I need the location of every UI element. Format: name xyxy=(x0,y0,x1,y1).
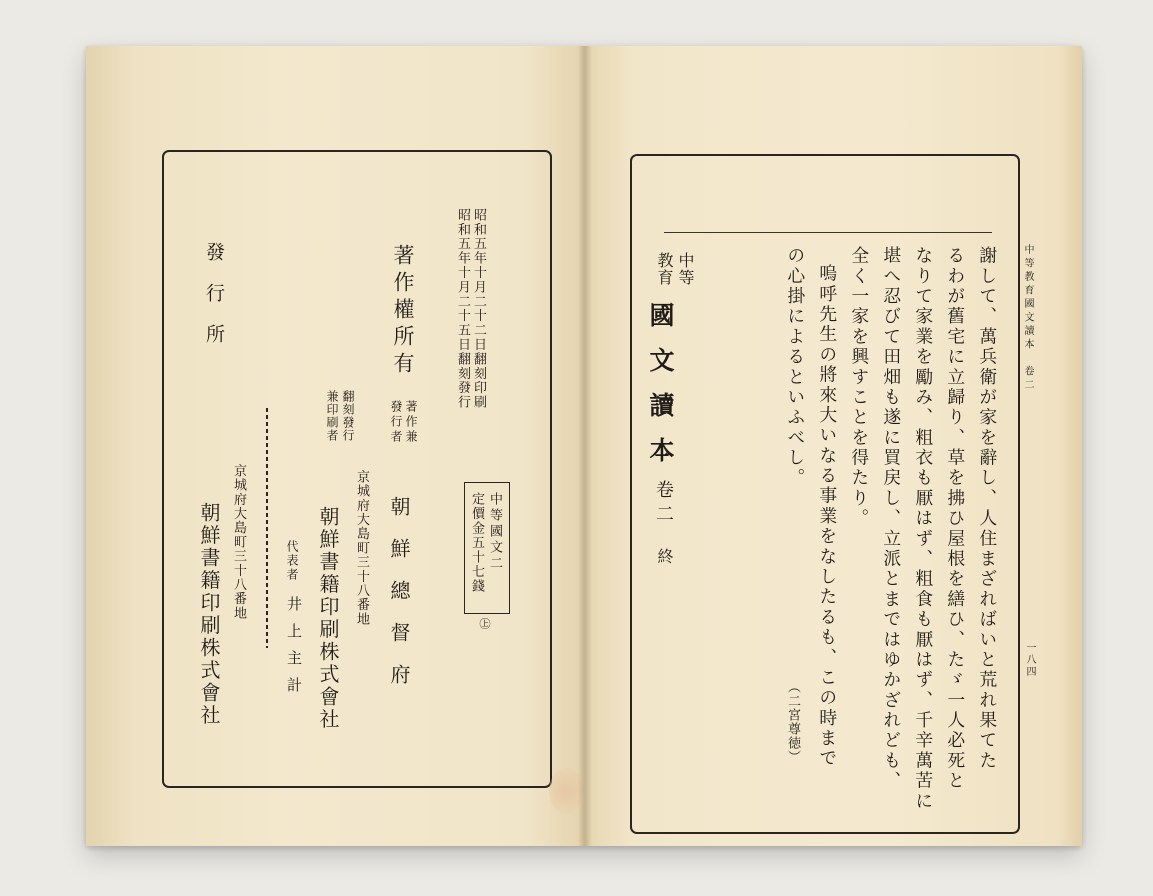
colophon-volume: 卷二 xyxy=(653,480,674,528)
text-line-6: 嗚呼先生の將來大いなる事業をなしたるも、この時まで xyxy=(816,264,838,769)
printer-rep-label: 代表者 xyxy=(285,540,299,582)
author-name: 朝鮮總督府 xyxy=(387,496,411,706)
text-line-1: 謝して、萬兵衛が家を辭し、人住まざればいと荒れ果てた xyxy=(976,246,998,771)
colophon-end: 終 xyxy=(655,548,674,564)
left-page-colophon xyxy=(86,46,584,846)
page-number: 一八四 xyxy=(1024,642,1035,678)
print-date: 昭和五年十月二十二日翻刻印刷 xyxy=(471,208,486,410)
right-page-text xyxy=(584,46,1082,846)
printer-role-2: 兼印刷者 xyxy=(325,390,339,442)
margin-header: 中等教育國文讀本 卷二 xyxy=(1022,244,1033,393)
price-mark: ㊤ xyxy=(478,618,491,629)
publisher-label: 發行所 xyxy=(203,242,225,365)
text-line-7: の心掛によるといふべし。 xyxy=(784,246,806,489)
colophon-title: 國文讀本 xyxy=(646,302,675,482)
publisher-address: 京城府大島町三十八番地 xyxy=(231,464,246,621)
text-line-2: るわが舊宅に立歸り、草を拂ひ屋根を繕ひ、たゞ一人必死と xyxy=(944,246,966,792)
text-line-3: なりて家業を勵み、粗衣も厭はず、粗食も厭はず、千辛萬苦に xyxy=(912,246,934,812)
printer-role-1: 翻刻發行 xyxy=(341,390,355,442)
price-box-price: 定價金五十七錢 xyxy=(469,492,484,594)
open-book xyxy=(86,46,1082,846)
copyright-label: 著作權所有 xyxy=(391,244,415,379)
printer-company: 朝鮮書籍印刷株式會社 xyxy=(316,506,340,731)
book-gutter xyxy=(578,46,592,846)
publish-date: 昭和五年十月二十五日翻刻發行 xyxy=(455,208,470,410)
publisher-company: 朝鮮書籍印刷株式會社 xyxy=(197,502,221,727)
divider-line xyxy=(266,408,268,648)
text-line-5: 全く一家を興すことを得たり。 xyxy=(848,246,870,529)
colophon-series-2: 教育 xyxy=(655,252,674,286)
text-line-4: 堪へ忍びて田畑も遂に買戻し、立派とまではゆかざれども、 xyxy=(880,246,902,792)
price-box-series: 中等國文二 xyxy=(487,492,502,572)
header-rule xyxy=(664,232,992,233)
printer-rep-name: 井上主計 xyxy=(285,596,303,704)
author-role-1: 著作兼 xyxy=(404,400,418,445)
printer-address: 京城府大島町三十八番地 xyxy=(354,470,369,627)
colophon-series-1: 中等 xyxy=(676,252,695,286)
attribution: （二宮尊徳） xyxy=(785,680,800,764)
author-role-2: 發行者 xyxy=(389,400,403,445)
